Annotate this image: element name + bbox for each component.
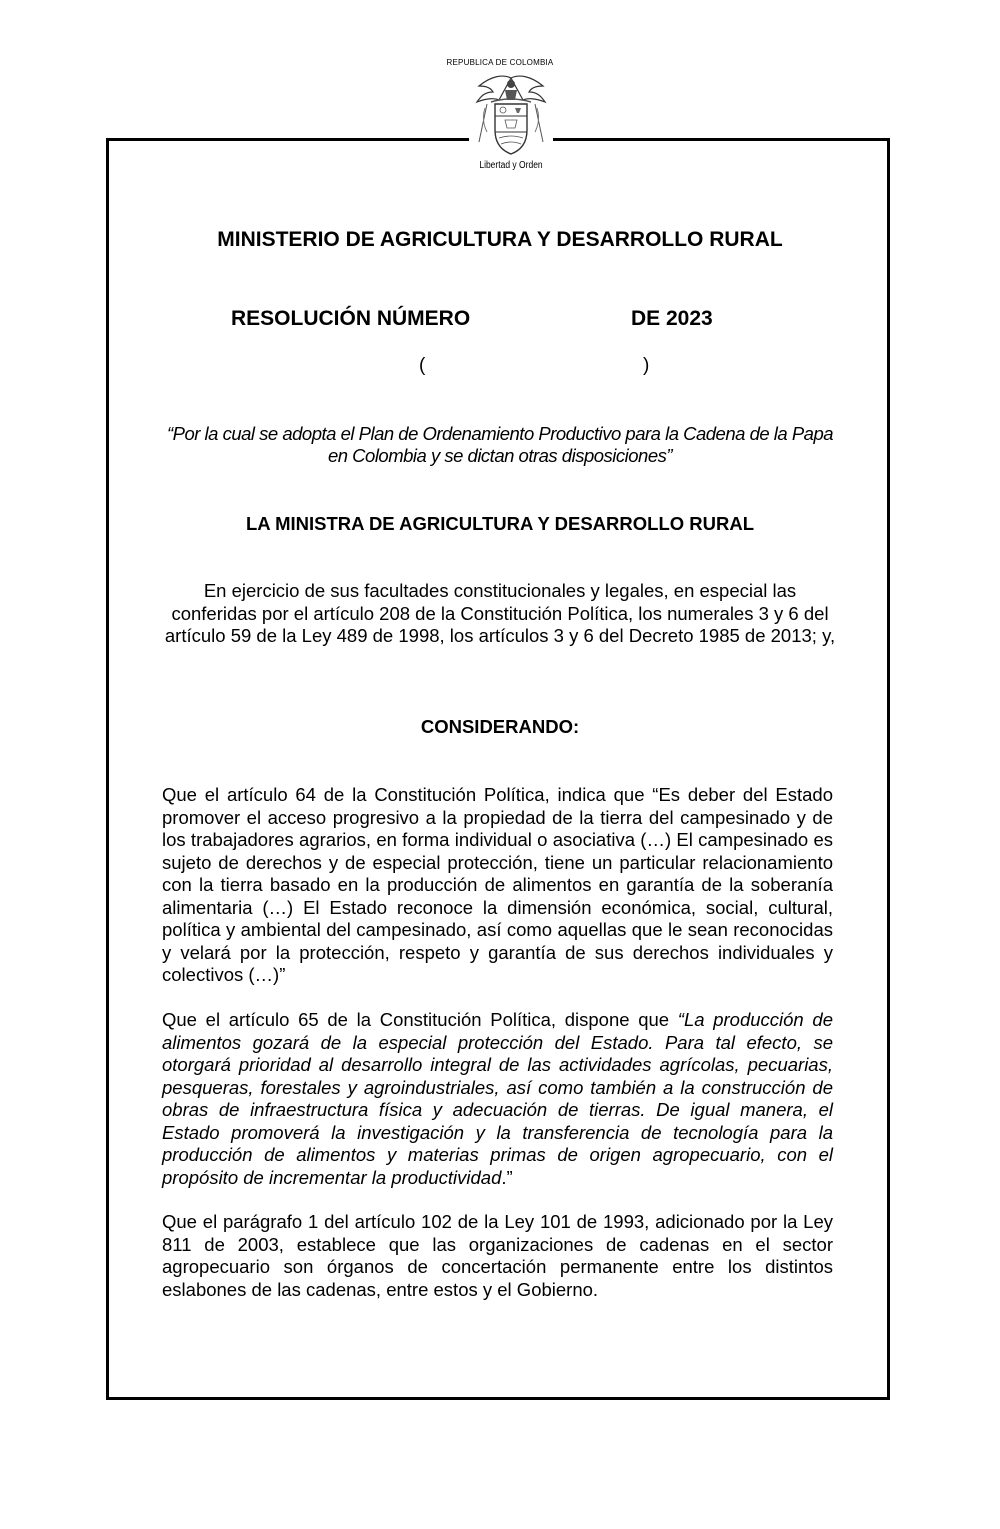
date-placeholder-open: ( (419, 355, 426, 376)
considering-paragraph-1: Que el artículo 64 de la Constitución Política, indica que “Es deber del Estado promover el acceso progresivo a la propiedad de la tierra del campesinado y de los trabajadores agrarios, en forma individual o asociativa (…) El campesinado es sujeto de derechos y de especial protección, tiene un particular relacionamiento con la tierra basado en la producción de alimentos en garantía de la soberanía alimentaria (…) El Estado reconoce la dimensión económica, social, cultural, política y ambiental del campesinado, así como aquellas que le sean reconocidas y velará por la protección, respeto y garantía de sus derechos individuales y colectivos (…)” (162, 784, 833, 985)
considering-paragraph-3: Que el parágrafo 1 del artículo 102 de la Ley 101 de 1993, adicionado por la Ley 811 de 2003, establece que las organizaciones de cadenas en el sector agropecuario son órganos de concertación permanente entre los distintos eslabones de las cadenas, entre estos y el Gobierno. (162, 1211, 833, 1300)
paragraph-2-intro: Que el artículo 65 de la Constitución Política, dispone que (162, 1009, 678, 1030)
resolution-year: DE 2023 (631, 307, 713, 330)
considering-paragraph-2 (162, 1009, 833, 1189)
date-placeholder-close: ) (643, 355, 650, 376)
considering-heading: CONSIDERANDO: (420, 716, 580, 737)
national-motto: Libertad y Orden (479, 160, 543, 171)
ministry-title: MINISTERIO DE AGRICULTURA Y DESARROLLO RURAL (217, 228, 783, 251)
resolution-subject: “Por la cual se adopta el Plan de Ordenamiento Productivo para la Cadena de la Papa en Colombia y se dictan otras disposiciones” (166, 423, 834, 466)
paragraph-2-end: .” (501, 1166, 513, 1188)
issuing-authority: LA MINISTRA DE AGRICULTURA Y DESARROLLO RURAL (245, 513, 755, 534)
legal-powers-paragraph: En ejercicio de sus facultades constitucionales y legales, en especial las conferidas por el artículo 208 de la Constitución Política, los numerales 3 y 6 del artículo 59 de la Ley 489 de 1998, los artículos 3 y 6 del Decreto 1985 de 2013; y, (164, 580, 836, 646)
paragraph-2-quote: “La producción de alimentos gozará de la especial protección del Estado. Para tal efecto, se otorgará prioridad al desarrollo integral de las actividades agrícolas, pecuarias, pesqueras, forestales y agroindustriales, así como también a la construcción de obras de infraestructura física y adecuación de tierras. De igual manera, el Estado promoverá la investigación y la transferencia de tecnología para la producción de alimentos y materias primas de origen agropecuario, con el propósito de incrementar la productividad (162, 1009, 833, 1188)
country-name: REPUBLICA DE COLOMBIA (446, 58, 554, 67)
resolution-number-label: RESOLUCIÓN NÚMERO (231, 307, 471, 330)
